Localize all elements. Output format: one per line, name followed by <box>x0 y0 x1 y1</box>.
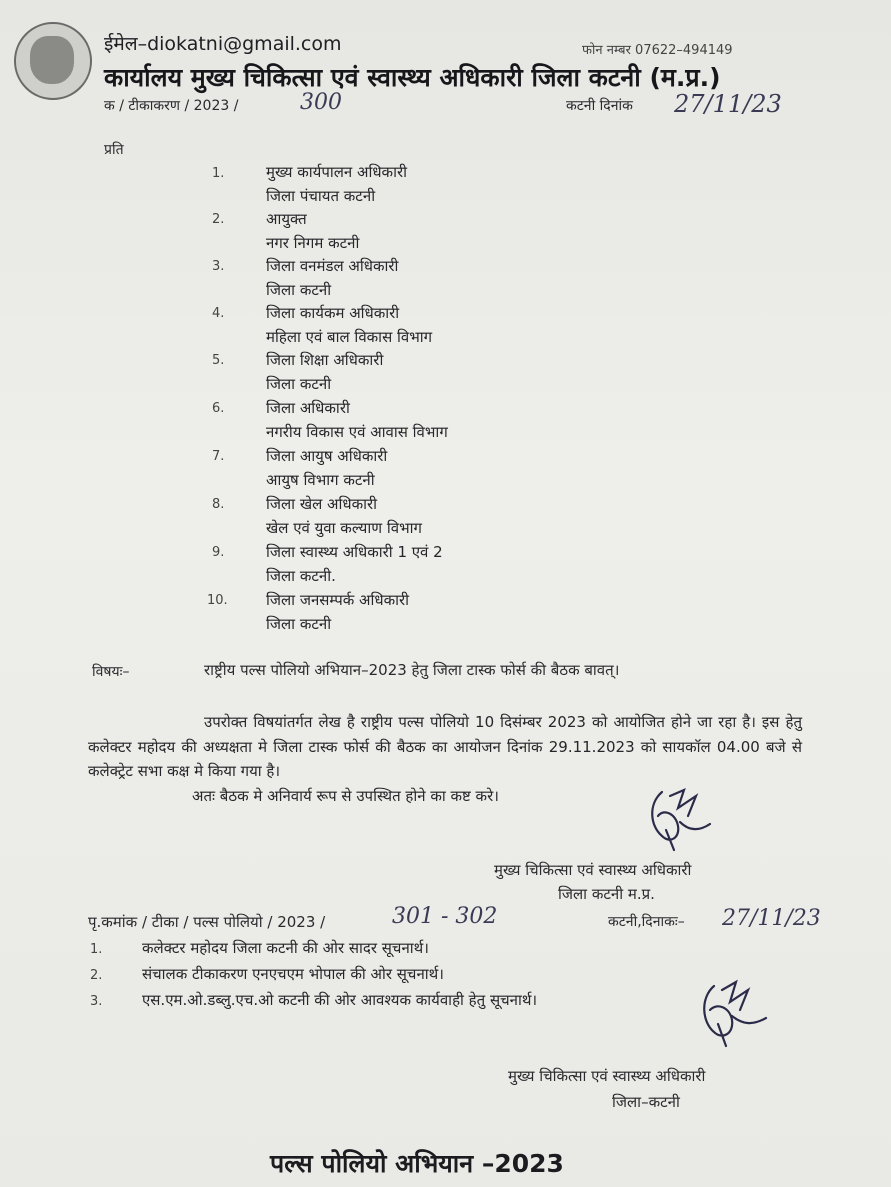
campaign-banner: पल्स पोलियो अभियान –2023 <box>270 1149 564 1178</box>
recipient-line2: जिला कटनी. <box>266 567 336 585</box>
recipient-line2: खेल एवं युवा कल्याण विभाग <box>266 519 422 537</box>
recipient-line2: जिला कटनी <box>266 615 332 633</box>
recipient-line2: जिला पंचायत कटनी <box>266 187 376 205</box>
date-label: कटनी दिनांक <box>566 98 633 114</box>
recipient-line1: जिला आयुष अधिकारी <box>266 447 388 465</box>
recipient-number: 4. <box>212 306 225 321</box>
recipient-line2: जिला कटनी <box>266 281 332 299</box>
recipient-number: 5. <box>212 353 225 368</box>
recipient-line1: आयुक्त <box>266 210 307 228</box>
recipient-number: 2. <box>212 212 225 227</box>
reference-prefix: क / टीकाकरण / 2023 / <box>104 98 239 114</box>
copy-to-number: 3. <box>90 994 103 1009</box>
reference-number-handwritten: 300 <box>300 90 342 115</box>
copy-to-text: कलेक्टर महोदय जिला कटनी की ओर सादर सूचनार्थ। <box>142 939 429 957</box>
recipient-line2: आयुष विभाग कटनी <box>266 471 375 489</box>
endorsement-date-label: कटनी,दिनाकः– <box>608 914 685 930</box>
recipient-line1: जिला अधिकारी <box>266 399 350 417</box>
copy-to-number: 1. <box>90 942 103 957</box>
recipient-line2: नगरीय विकास एवं आवास विभाग <box>266 423 448 441</box>
endorsement-number-handwritten: 301 - 302 <box>392 904 498 929</box>
office-title: कार्यालय मुख्य चिकित्सा एवं स्वास्थ्य अधिकारी जिला कटनी (म.प्र.) <box>104 63 721 92</box>
recipient-line1: जिला खेल अधिकारी <box>266 495 378 513</box>
recipient-number: 9. <box>212 545 225 560</box>
recipient-number: 3. <box>212 259 225 274</box>
subject-text: राष्ट्रीय पल्स पोलियो अभियान–2023 हेतु जिला टास्क फोर्स की बैठक बावत्। <box>204 661 620 679</box>
recipient-line2: नगर निगम कटनी <box>266 234 360 252</box>
signature-mark-2 <box>694 978 774 1050</box>
header-email: ईमेल–diokatni@gmail.com <box>104 33 342 55</box>
recipient-number: 10. <box>207 593 228 608</box>
recipient-line2: महिला एवं बाल विकास विभाग <box>266 328 433 346</box>
recipient-line1: जिला कार्यकम अधिकारी <box>266 304 400 322</box>
recipient-line2: जिला कटनी <box>266 375 332 393</box>
recipient-line1: जिला जनसम्पर्क अधिकारी <box>266 591 410 609</box>
government-emblem-seal <box>14 22 92 100</box>
copy-to-text: संचालक टीकाकरण एनएचएम भोपाल की ओर सूचनार्थ। <box>142 965 444 983</box>
body-paragraph-2: अतः बैठक मे अनिवार्य रूप से उपस्थित होने का कष्ट करे। <box>192 786 499 805</box>
emblem-icon <box>30 36 74 84</box>
date-handwritten: 27/11/23 <box>674 90 782 118</box>
recipient-line1: जिला वनमंडल अधिकारी <box>266 257 399 275</box>
header-phone: फोन नम्बर 07622–494149 <box>582 43 733 58</box>
recipient-line1: मुख्य कार्यपालन अधिकारी <box>266 163 407 181</box>
signatory-district-1: जिला कटनी म.प्र. <box>558 885 655 903</box>
recipient-number: 8. <box>212 497 225 512</box>
signatory-district-2: जिला–कटनी <box>612 1093 680 1111</box>
body-paragraph-1: उपरोक्त विषयांतर्गत लेख है राष्ट्रीय पल्स पोलियो 10 दिसंम्बर 2023 को आयोजित होने जा रहा है। इस हेतु कलेक्टर महोदय की अध्यक्षता मे जिला टास्क फोर्स की बैठक का आयोजन दिनांक 29.11.2023 को सायकॉल 04.00 बजे से कलेक्ट्रेट सभा कक्ष मे किया गया है। <box>88 713 802 780</box>
signatory-designation-2: मुख्य चिकित्सा एवं स्वास्थ्य अधिकारी <box>508 1067 706 1085</box>
copy-to-number: 2. <box>90 968 103 983</box>
subject-label: विषयः– <box>92 664 130 680</box>
endorsement-prefix: पृ.कमांक / टीका / पल्स पोलियो / 2023 / <box>88 913 326 931</box>
copy-to-text: एस.एम.ओ.डब्लु.एच.ओ कटनी की ओर आवश्यक कार्यवाही हेतु सूचनार्थ। <box>142 991 538 1009</box>
signature-mark-1 <box>640 786 720 856</box>
recipient-number: 1. <box>212 166 225 181</box>
recipient-line1: जिला स्वास्थ्य अधिकारी 1 एवं 2 <box>266 543 443 561</box>
endorsement-date-handwritten: 27/11/23 <box>722 906 821 931</box>
recipient-number: 6. <box>212 401 225 416</box>
recipient-line1: जिला शिक्षा अधिकारी <box>266 351 384 369</box>
recipient-number: 7. <box>212 449 225 464</box>
signatory-designation-1: मुख्य चिकित्सा एवं स्वास्थ्य अधिकारी <box>494 861 692 879</box>
to-label: प्रति <box>104 142 124 158</box>
